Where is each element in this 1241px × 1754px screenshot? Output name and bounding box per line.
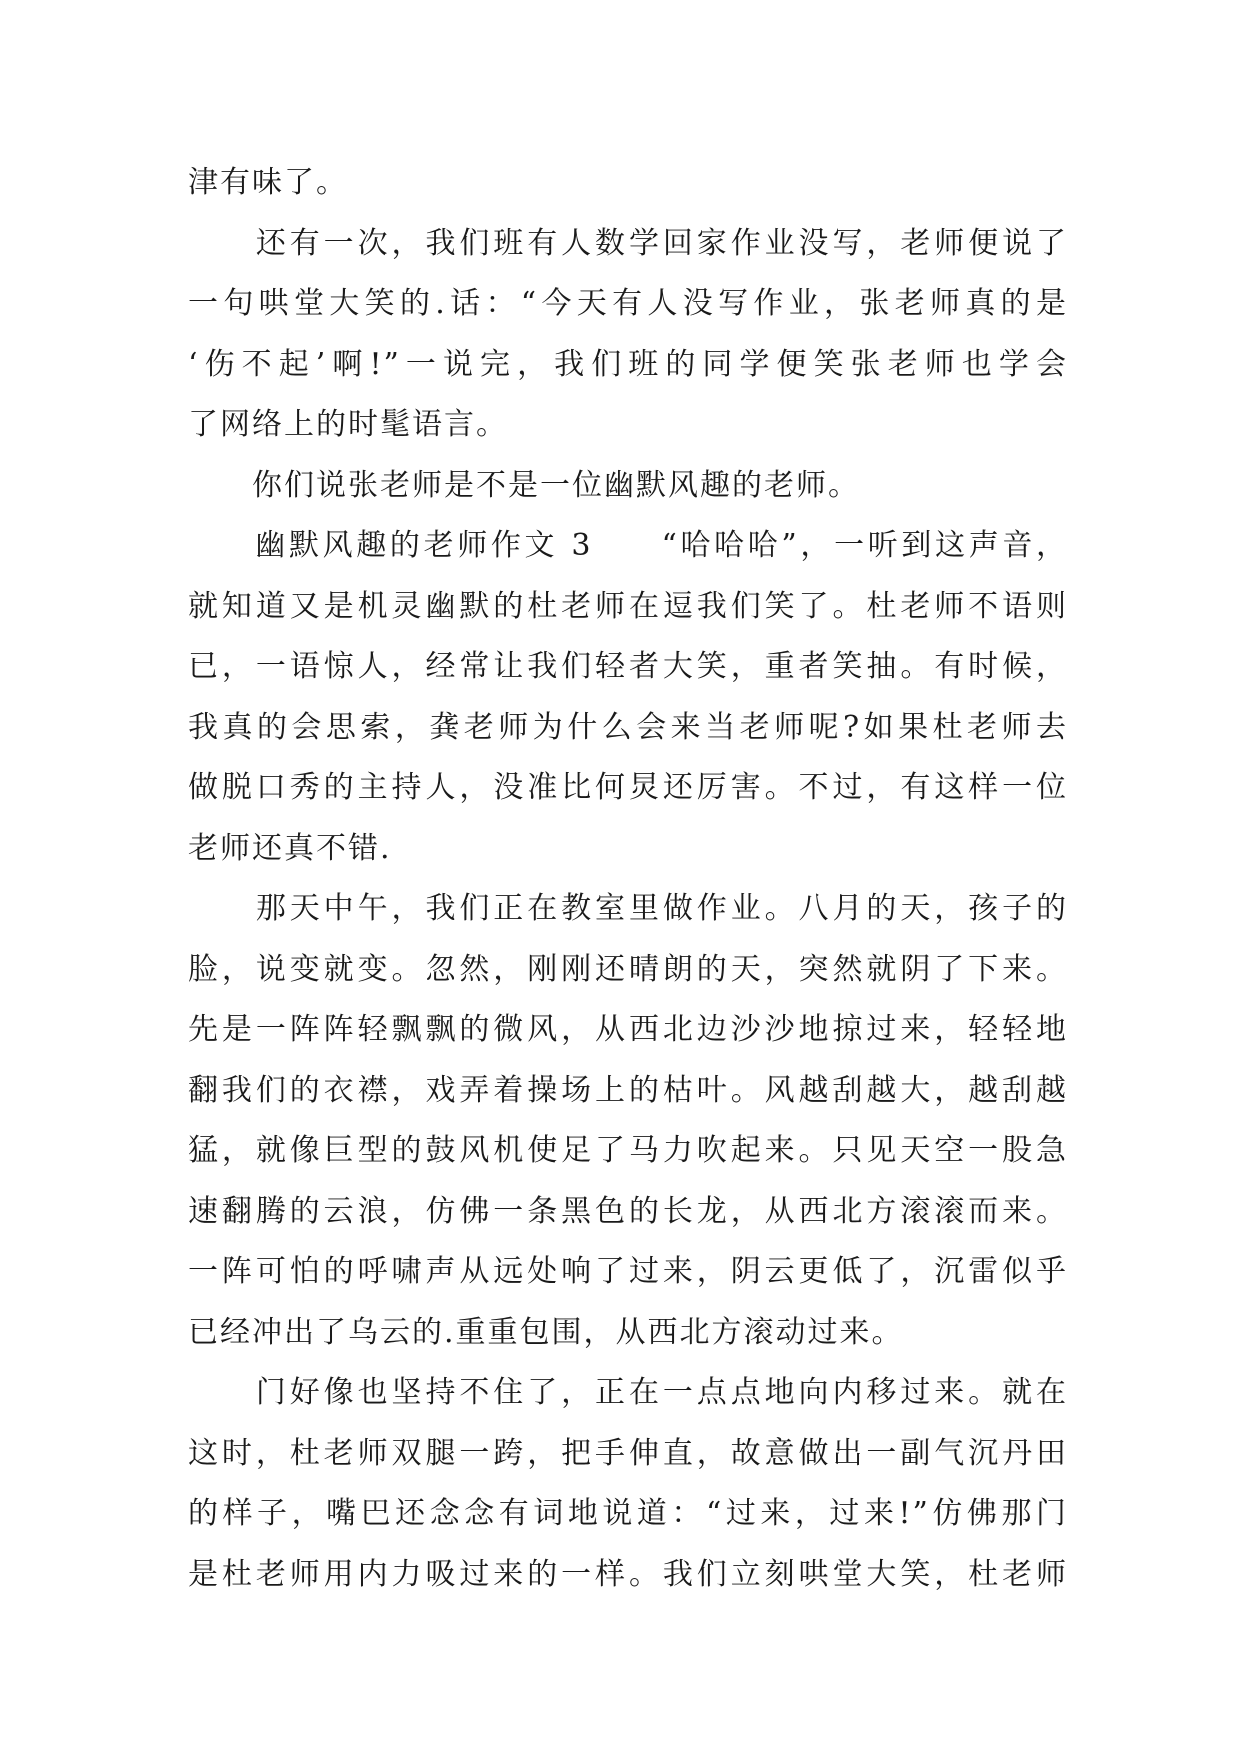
text-line: 做脱口秀的主持人，没准比何炅还厉害。不过，有这样一位 xyxy=(188,770,1068,805)
text-line: 已，一语惊人，经常让我们轻者大笑，重者笑抽。有时候， xyxy=(188,649,1068,684)
text-line: 了网络上的时髦语言。 xyxy=(188,407,508,442)
text-line: 幽默风趣的老师作文 3 “哈哈哈”，一听到这声音， xyxy=(188,528,1068,563)
text-line: 一句哄堂大笑的.话：“今天有人没写作业，张老师真的是 xyxy=(188,286,1068,321)
text-line: 翻我们的衣襟，戏弄着操场上的枯叶。风越刮越大，越刮越 xyxy=(188,1072,1068,1108)
text-line: 津有味了。 xyxy=(188,165,348,200)
text-line: 你们说张老师是不是一位幽默风趣的老师。 xyxy=(188,467,860,503)
text-line: 这时，杜老师双腿一跨，把手伸直，故意做出一副气沉丹田 xyxy=(188,1435,1068,1471)
essay-text xyxy=(188,153,1068,1605)
text-line: 已经冲出了乌云的.重重包围，从西北方滚动过来。 xyxy=(188,1314,904,1350)
text-line: 是杜老师用内力吸过来的一样。我们立刻哄堂大笑，杜老师 xyxy=(188,1556,1068,1592)
text-line: 先是一阵阵轻飘飘的微风，从西北边沙沙地掠过来，轻轻地 xyxy=(188,1012,1068,1047)
text-line: 我真的会思索，龚老师为什么会来当老师呢?如果杜老师去 xyxy=(188,709,1068,745)
text-line: 猛，就像巨型的鼓风机使足了马力吹起来。只见天空一股急 xyxy=(188,1133,1068,1168)
text-line: 速翻腾的云浪，仿佛一条黑色的长龙，从西北方滚滚而来。 xyxy=(188,1193,1068,1229)
text-line: 还有一次，我们班有人数学回家作业没写，老师便说了 xyxy=(188,225,1068,261)
text-line: 一阵可怕的呼啸声从远处响了过来，阴云更低了，沉雷似乎 xyxy=(188,1254,1068,1289)
text-line: 脸，说变就变。忽然，刚刚还晴朗的天，突然就阴了下来。 xyxy=(188,951,1068,987)
text-line: 那天中午，我们正在教室里做作业。八月的天，孩子的 xyxy=(188,891,1068,926)
text-line: 的样子，嘴巴还念念有词地说道：“过来，过来!”仿佛那门 xyxy=(188,1496,1068,1531)
text-line: ‘伤不起’啊!”一说完，我们班的同学便笑张老师也学会 xyxy=(188,346,1068,382)
text-line: 就知道又是机灵幽默的杜老师在逗我们笑了。杜老师不语则 xyxy=(188,588,1068,624)
text-line: 老师还真不错. xyxy=(188,830,392,866)
text-line: 门好像也坚持不住了，正在一点点地向内移过来。就在 xyxy=(188,1375,1068,1410)
